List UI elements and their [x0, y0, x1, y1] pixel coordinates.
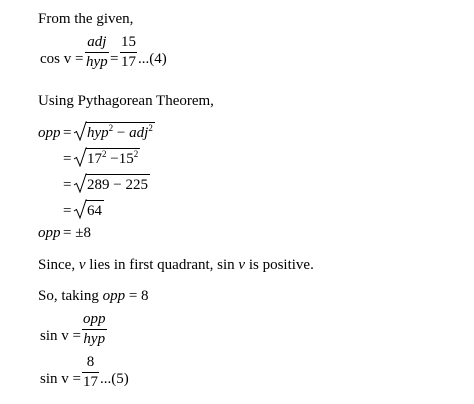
equals-sign: = [63, 203, 72, 219]
fraction-numerator: 15 [121, 34, 136, 50]
so-text: So, taking [38, 288, 103, 304]
fraction-numerator: 8 [86, 354, 95, 370]
adj-term: adj [129, 125, 149, 141]
equals-sign: = [63, 125, 72, 141]
opp-over-hyp-fraction [82, 311, 107, 348]
fraction-denominator: hyp [83, 331, 106, 347]
hyp-term: hyp [87, 125, 109, 141]
variable-v: v [78, 257, 86, 273]
so-taking-statement [38, 287, 149, 305]
radicand: 64 [86, 200, 104, 220]
equals-sign: = [63, 151, 72, 167]
fraction-numerator: adj [87, 34, 107, 50]
radical-sign-icon [73, 173, 87, 193]
fraction-bar [82, 329, 107, 330]
square-root [73, 199, 104, 220]
radicand [86, 148, 140, 168]
square-root [73, 147, 140, 168]
square-root [73, 121, 155, 142]
radical-sign-icon [73, 121, 87, 141]
adj-over-hyp-fraction [85, 34, 109, 71]
opp-label: opp [38, 125, 61, 141]
cos-lhs: cos v = [40, 51, 84, 67]
base-term: 17 [87, 151, 102, 167]
exponent: 2 [108, 123, 114, 133]
fraction-denominator: 17 [121, 54, 136, 70]
fraction-denominator: 17 [83, 374, 98, 390]
eight-over-seventeen-fraction [82, 354, 99, 391]
radicand: 289 − 225 [86, 174, 150, 194]
pythagorean-heading: Using Pythagorean Theorem, [38, 93, 214, 109]
equation-tag: ...(4) [138, 51, 167, 67]
fraction-bar [120, 52, 137, 53]
opp-variable: opp [102, 288, 126, 304]
radical-sign-icon [73, 147, 87, 167]
fraction-denominator: hyp [86, 54, 108, 70]
square-root [73, 173, 150, 194]
so-text: = 8 [125, 288, 149, 304]
opp-value: = ±8 [63, 225, 91, 241]
since-text: Since, [38, 257, 79, 273]
equals-sign: = [110, 51, 119, 67]
fraction-bar [85, 52, 109, 53]
radical-sign-icon [73, 199, 87, 219]
since-text: lies in first quadrant, [85, 257, 218, 273]
sin-lhs: sin v = [40, 328, 81, 344]
equals-sign: = [63, 177, 72, 193]
opp-label: opp [38, 225, 61, 241]
since-text: is positive. [245, 257, 314, 273]
exponent: 2 [133, 149, 139, 159]
exponent: 2 [102, 149, 107, 159]
variable-v: v [238, 257, 246, 273]
exponent: 2 [148, 123, 153, 133]
fifteen-over-seventeen-fraction [120, 34, 137, 71]
intro-text: From the given, [38, 11, 134, 27]
sin-lhs: sin v = [40, 371, 81, 387]
sin-function: sin [217, 257, 239, 273]
fraction-bar [82, 372, 99, 373]
radicand [86, 122, 155, 142]
since-statement [38, 256, 314, 274]
equation-tag: ...(5) [100, 371, 129, 387]
fraction-numerator: opp [83, 311, 106, 327]
minus-sign: − [113, 125, 130, 141]
minus-term: −15 [106, 151, 134, 167]
